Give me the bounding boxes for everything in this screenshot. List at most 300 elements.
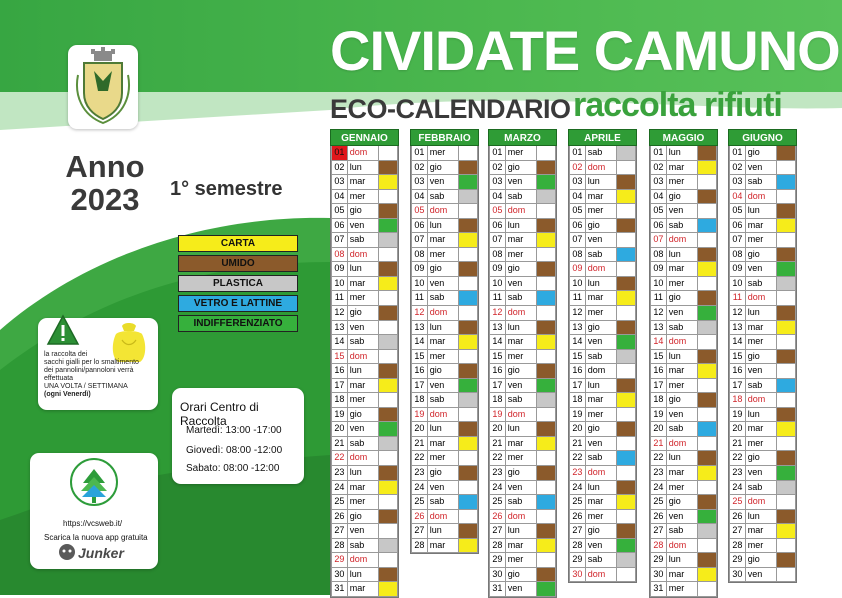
day-row bbox=[569, 291, 636, 306]
month-maggio bbox=[649, 129, 718, 598]
waste-type-cell bbox=[617, 204, 636, 218]
day-weekday: mar bbox=[506, 539, 538, 553]
day-number: 20 bbox=[569, 422, 586, 436]
day-number: 27 bbox=[569, 524, 586, 538]
day-number: 08 bbox=[729, 248, 746, 262]
day-row bbox=[729, 161, 796, 176]
day-row bbox=[331, 553, 398, 568]
day-number: 12 bbox=[569, 306, 586, 320]
day-row bbox=[411, 481, 478, 496]
day-weekday: gio bbox=[586, 219, 618, 233]
day-weekday: sab bbox=[746, 481, 778, 495]
day-number: 12 bbox=[729, 306, 746, 320]
day-number: 07 bbox=[489, 233, 506, 247]
day-number: 27 bbox=[489, 524, 506, 538]
day-row bbox=[411, 393, 478, 408]
day-row bbox=[331, 248, 398, 263]
day-weekday: sab bbox=[428, 291, 460, 305]
day-weekday: gio bbox=[506, 161, 538, 175]
day-weekday: ven bbox=[506, 175, 538, 189]
day-row bbox=[729, 568, 796, 583]
day-row bbox=[411, 146, 478, 161]
year-block bbox=[50, 150, 160, 216]
waste-type-cell bbox=[698, 161, 717, 175]
day-row bbox=[489, 306, 556, 321]
day-weekday: mar bbox=[348, 277, 380, 291]
day-row bbox=[411, 422, 478, 437]
day-number: 19 bbox=[411, 408, 428, 422]
notice-line: sacchi gialli per lo smaltimento bbox=[44, 359, 139, 366]
day-number: 10 bbox=[331, 277, 348, 291]
day-row bbox=[569, 510, 636, 525]
day-number: 05 bbox=[411, 204, 428, 218]
day-weekday: ven bbox=[586, 539, 618, 553]
day-weekday: mer bbox=[428, 146, 460, 160]
day-weekday: lun bbox=[348, 262, 380, 276]
app-url[interactable]: https://vcsweb.it/ bbox=[63, 519, 123, 528]
day-row bbox=[569, 379, 636, 394]
month-header: GIUGNO bbox=[728, 129, 797, 146]
day-row bbox=[411, 277, 478, 292]
day-weekday: mar bbox=[667, 568, 699, 582]
day-weekday: gio bbox=[348, 408, 380, 422]
day-weekday: ven bbox=[667, 510, 699, 524]
waste-type-cell bbox=[537, 321, 556, 335]
waste-type-cell bbox=[537, 335, 556, 349]
day-number: 22 bbox=[569, 451, 586, 465]
day-weekday: gio bbox=[586, 422, 618, 436]
day-row bbox=[729, 466, 796, 481]
waste-type-cell bbox=[459, 204, 478, 218]
month-marzo bbox=[488, 129, 557, 598]
waste-type-cell bbox=[617, 219, 636, 233]
waste-type-cell bbox=[459, 364, 478, 378]
day-weekday: dom bbox=[746, 393, 778, 407]
day-weekday: sab bbox=[746, 277, 778, 291]
day-row bbox=[489, 437, 556, 452]
day-number: 20 bbox=[331, 422, 348, 436]
waste-type-cell bbox=[777, 437, 796, 451]
waste-type-cell bbox=[379, 350, 398, 364]
day-number: 24 bbox=[331, 481, 348, 495]
day-number: 20 bbox=[729, 422, 746, 436]
day-row bbox=[411, 379, 478, 394]
waste-type-cell bbox=[537, 408, 556, 422]
day-number: 08 bbox=[650, 248, 667, 262]
day-number: 10 bbox=[650, 277, 667, 291]
waste-type-cell bbox=[537, 175, 556, 189]
day-row bbox=[569, 306, 636, 321]
day-row bbox=[729, 146, 796, 161]
day-row bbox=[411, 321, 478, 336]
hours-saturday: Sabato: 08:00 -12:00 bbox=[186, 463, 280, 474]
waste-type-cell bbox=[617, 161, 636, 175]
waste-type-cell bbox=[777, 277, 796, 291]
waste-type-cell bbox=[617, 175, 636, 189]
day-weekday: ven bbox=[348, 524, 380, 538]
day-weekday: mar bbox=[746, 422, 778, 436]
waste-type-cell bbox=[537, 306, 556, 320]
day-row bbox=[489, 350, 556, 365]
waste-type-cell bbox=[617, 524, 636, 538]
day-number: 19 bbox=[650, 408, 667, 422]
day-weekday: sab bbox=[586, 350, 618, 364]
day-row bbox=[729, 393, 796, 408]
day-weekday: ven bbox=[746, 568, 778, 582]
waste-type-cell bbox=[777, 524, 796, 538]
day-weekday: dom bbox=[746, 190, 778, 204]
day-weekday: mer bbox=[746, 335, 778, 349]
day-row bbox=[729, 437, 796, 452]
day-number: 09 bbox=[569, 262, 586, 276]
day-number: 22 bbox=[729, 451, 746, 465]
day-number: 18 bbox=[569, 393, 586, 407]
diaper-notice-card bbox=[38, 318, 158, 410]
day-number: 14 bbox=[650, 335, 667, 349]
day-row bbox=[331, 510, 398, 525]
day-number: 13 bbox=[729, 321, 746, 335]
day-number: 02 bbox=[729, 161, 746, 175]
day-number: 11 bbox=[411, 291, 428, 305]
waste-type-cell bbox=[698, 321, 717, 335]
month-header: MAGGIO bbox=[649, 129, 718, 146]
day-row bbox=[569, 321, 636, 336]
day-number: 21 bbox=[650, 437, 667, 451]
waste-type-cell bbox=[459, 306, 478, 320]
waste-type-cell bbox=[698, 379, 717, 393]
waste-type-cell bbox=[617, 321, 636, 335]
day-weekday: sab bbox=[428, 190, 460, 204]
day-row bbox=[489, 495, 556, 510]
day-row bbox=[331, 277, 398, 292]
waste-type-cell bbox=[617, 379, 636, 393]
waste-type-cell bbox=[537, 219, 556, 233]
day-weekday: dom bbox=[348, 553, 380, 567]
waste-type-cell bbox=[379, 481, 398, 495]
day-number: 05 bbox=[331, 204, 348, 218]
day-weekday: lun bbox=[348, 161, 380, 175]
day-row bbox=[650, 175, 717, 190]
day-number: 16 bbox=[331, 364, 348, 378]
day-number: 22 bbox=[650, 451, 667, 465]
day-row bbox=[650, 393, 717, 408]
day-weekday: gio bbox=[667, 393, 699, 407]
day-row bbox=[569, 262, 636, 277]
day-weekday: mar bbox=[348, 582, 380, 596]
day-number: 11 bbox=[650, 291, 667, 305]
coat-of-arms-icon bbox=[68, 45, 138, 129]
day-row bbox=[569, 364, 636, 379]
waste-type-cell bbox=[379, 495, 398, 509]
day-weekday: dom bbox=[506, 510, 538, 524]
day-weekday: sab bbox=[586, 451, 618, 465]
day-number: 03 bbox=[650, 175, 667, 189]
day-weekday: lun bbox=[506, 524, 538, 538]
waste-type-cell bbox=[617, 146, 636, 160]
waste-type-cell bbox=[777, 510, 796, 524]
day-number: 29 bbox=[729, 553, 746, 567]
waste-type-cell bbox=[698, 408, 717, 422]
waste-type-cell bbox=[379, 219, 398, 233]
waste-type-cell bbox=[537, 350, 556, 364]
day-row bbox=[489, 379, 556, 394]
day-weekday: lun bbox=[586, 277, 618, 291]
waste-type-cell bbox=[617, 306, 636, 320]
waste-type-cell bbox=[459, 321, 478, 335]
waste-type-cell bbox=[698, 568, 717, 582]
day-weekday: mar bbox=[586, 495, 618, 509]
day-number: 16 bbox=[489, 364, 506, 378]
month-febbraio bbox=[410, 129, 479, 554]
day-row bbox=[331, 161, 398, 176]
page-title: CIVIDATE CAMUNO bbox=[330, 19, 840, 82]
day-weekday: mer bbox=[586, 408, 618, 422]
day-weekday: gio bbox=[746, 248, 778, 262]
day-number: 02 bbox=[569, 161, 586, 175]
day-weekday: mer bbox=[586, 510, 618, 524]
app-name: Junker bbox=[78, 545, 124, 561]
diaper-notice-text bbox=[44, 351, 154, 399]
day-number: 02 bbox=[411, 161, 428, 175]
day-weekday: dom bbox=[506, 306, 538, 320]
day-weekday: gio bbox=[428, 466, 460, 480]
waste-type-cell bbox=[537, 510, 556, 524]
day-number: 11 bbox=[489, 291, 506, 305]
day-number: 29 bbox=[569, 553, 586, 567]
day-row bbox=[569, 553, 636, 568]
day-number: 24 bbox=[569, 481, 586, 495]
day-weekday: sab bbox=[667, 524, 699, 538]
day-weekday: sab bbox=[348, 539, 380, 553]
day-weekday: sab bbox=[506, 393, 538, 407]
day-row bbox=[650, 291, 717, 306]
day-number: 24 bbox=[411, 481, 428, 495]
day-row bbox=[489, 146, 556, 161]
day-weekday: mer bbox=[428, 248, 460, 262]
day-row bbox=[729, 248, 796, 263]
day-weekday: mar bbox=[428, 233, 460, 247]
day-weekday: mar bbox=[667, 262, 699, 276]
waste-type-cell bbox=[459, 219, 478, 233]
waste-type-cell bbox=[537, 539, 556, 553]
day-weekday: gio bbox=[506, 262, 538, 276]
day-number: 28 bbox=[729, 539, 746, 553]
day-weekday: lun bbox=[746, 204, 778, 218]
day-weekday: mer bbox=[506, 350, 538, 364]
day-row bbox=[650, 161, 717, 176]
day-row bbox=[331, 321, 398, 336]
hours-thursday: Giovedì: 08:00 -12:00 bbox=[186, 445, 283, 456]
waste-type-cell bbox=[698, 510, 717, 524]
day-row bbox=[411, 524, 478, 539]
day-row bbox=[569, 437, 636, 452]
day-row bbox=[650, 539, 717, 554]
day-number: 04 bbox=[331, 190, 348, 204]
waste-type-cell bbox=[379, 568, 398, 582]
day-number: 15 bbox=[729, 350, 746, 364]
day-weekday: mer bbox=[667, 582, 699, 596]
waste-type-cell bbox=[537, 481, 556, 495]
day-number: 09 bbox=[489, 262, 506, 276]
day-row bbox=[331, 262, 398, 277]
day-weekday: dom bbox=[506, 204, 538, 218]
waste-type-cell bbox=[777, 481, 796, 495]
day-number: 15 bbox=[411, 350, 428, 364]
day-number: 17 bbox=[489, 379, 506, 393]
day-row bbox=[411, 161, 478, 176]
day-number: 10 bbox=[569, 277, 586, 291]
year-value: 2023 bbox=[70, 182, 140, 217]
day-weekday: ven bbox=[506, 277, 538, 291]
day-row bbox=[569, 481, 636, 496]
waste-type-cell bbox=[617, 451, 636, 465]
day-row bbox=[489, 219, 556, 234]
waste-collection-label: raccolta rifiuti bbox=[573, 86, 782, 124]
day-number: 09 bbox=[650, 262, 667, 276]
day-weekday: mer bbox=[746, 233, 778, 247]
waste-type-cell bbox=[459, 481, 478, 495]
day-row bbox=[569, 277, 636, 292]
day-weekday: mer bbox=[428, 350, 460, 364]
day-weekday: mar bbox=[667, 161, 699, 175]
waste-type-cell bbox=[698, 350, 717, 364]
day-number: 31 bbox=[650, 582, 667, 596]
hours-tuesday: Martedì: 13:00 -17:00 bbox=[186, 425, 282, 436]
day-weekday: dom bbox=[348, 248, 380, 262]
month-header: MARZO bbox=[488, 129, 557, 146]
waste-type-cell bbox=[459, 350, 478, 364]
day-number: 14 bbox=[569, 335, 586, 349]
day-row bbox=[569, 335, 636, 350]
day-row bbox=[489, 175, 556, 190]
day-weekday: ven bbox=[428, 379, 460, 393]
day-number: 28 bbox=[489, 539, 506, 553]
day-weekday: lun bbox=[348, 364, 380, 378]
waste-type-cell bbox=[379, 539, 398, 553]
day-row bbox=[411, 190, 478, 205]
waste-type-cell bbox=[379, 451, 398, 465]
waste-type-cell bbox=[379, 422, 398, 436]
day-row bbox=[729, 539, 796, 554]
waste-type-cell bbox=[379, 408, 398, 422]
day-weekday: ven bbox=[348, 219, 380, 233]
day-row bbox=[569, 146, 636, 161]
day-number: 16 bbox=[569, 364, 586, 378]
day-number: 03 bbox=[331, 175, 348, 189]
day-number: 02 bbox=[489, 161, 506, 175]
day-number: 07 bbox=[411, 233, 428, 247]
day-number: 26 bbox=[569, 510, 586, 524]
waste-type-cell bbox=[698, 277, 717, 291]
day-weekday: mer bbox=[586, 306, 618, 320]
app-promo-card bbox=[30, 453, 158, 569]
day-weekday: dom bbox=[348, 451, 380, 465]
day-number: 30 bbox=[569, 568, 586, 582]
day-weekday: sab bbox=[506, 291, 538, 305]
waste-type-cell bbox=[537, 364, 556, 378]
waste-type-cell bbox=[459, 291, 478, 305]
day-number: 26 bbox=[729, 510, 746, 524]
day-weekday: mer bbox=[506, 553, 538, 567]
day-row bbox=[650, 510, 717, 525]
waste-type-cell bbox=[459, 146, 478, 160]
day-row bbox=[331, 146, 398, 161]
day-weekday: gio bbox=[428, 262, 460, 276]
day-number: 18 bbox=[489, 393, 506, 407]
day-weekday: dom bbox=[746, 291, 778, 305]
day-row bbox=[331, 466, 398, 481]
day-row bbox=[569, 568, 636, 583]
waste-type-cell bbox=[777, 161, 796, 175]
day-weekday: dom bbox=[428, 204, 460, 218]
day-weekday: ven bbox=[746, 466, 778, 480]
day-row bbox=[331, 568, 398, 583]
day-row bbox=[650, 306, 717, 321]
waste-type-cell bbox=[777, 451, 796, 465]
eco-calendar-label: ECO-CALENDARIO bbox=[330, 94, 571, 124]
waste-type-cell bbox=[537, 553, 556, 567]
day-number: 25 bbox=[411, 495, 428, 509]
waste-type-cell bbox=[777, 364, 796, 378]
day-weekday: gio bbox=[506, 568, 538, 582]
day-weekday: ven bbox=[428, 175, 460, 189]
day-number: 12 bbox=[411, 306, 428, 320]
waste-type-cell bbox=[698, 582, 717, 596]
waste-type-cell bbox=[537, 161, 556, 175]
day-number: 29 bbox=[489, 553, 506, 567]
day-row bbox=[411, 219, 478, 234]
day-number: 26 bbox=[489, 510, 506, 524]
day-number: 07 bbox=[331, 233, 348, 247]
day-row bbox=[729, 350, 796, 365]
waste-type-cell bbox=[617, 248, 636, 262]
day-row bbox=[650, 350, 717, 365]
waste-type-cell bbox=[698, 393, 717, 407]
day-weekday: ven bbox=[428, 277, 460, 291]
day-number: 14 bbox=[411, 335, 428, 349]
day-weekday: gio bbox=[506, 466, 538, 480]
day-weekday: dom bbox=[586, 364, 618, 378]
day-row bbox=[489, 364, 556, 379]
day-number: 17 bbox=[650, 379, 667, 393]
waste-type-cell bbox=[617, 422, 636, 436]
day-row bbox=[411, 350, 478, 365]
day-number: 30 bbox=[650, 568, 667, 582]
day-row bbox=[650, 422, 717, 437]
day-number: 13 bbox=[569, 321, 586, 335]
waste-type-cell bbox=[379, 393, 398, 407]
waste-type-cell bbox=[777, 321, 796, 335]
waste-type-cell bbox=[777, 233, 796, 247]
day-row bbox=[729, 510, 796, 525]
waste-type-cell bbox=[459, 466, 478, 480]
waste-type-cell bbox=[617, 277, 636, 291]
day-weekday: lun bbox=[746, 306, 778, 320]
day-number: 01 bbox=[569, 146, 586, 160]
valle-camonica-servizi-logo-icon bbox=[69, 457, 119, 511]
day-weekday: ven bbox=[586, 437, 618, 451]
day-weekday: mer bbox=[506, 146, 538, 160]
notice-line: la raccolta dei bbox=[44, 351, 88, 358]
waste-type-cell bbox=[777, 146, 796, 160]
day-number: 14 bbox=[729, 335, 746, 349]
day-weekday: lun bbox=[746, 408, 778, 422]
day-weekday: mer bbox=[348, 291, 380, 305]
day-row bbox=[489, 408, 556, 423]
waste-type-cell bbox=[698, 364, 717, 378]
day-row bbox=[331, 524, 398, 539]
waste-type-cell bbox=[698, 524, 717, 538]
